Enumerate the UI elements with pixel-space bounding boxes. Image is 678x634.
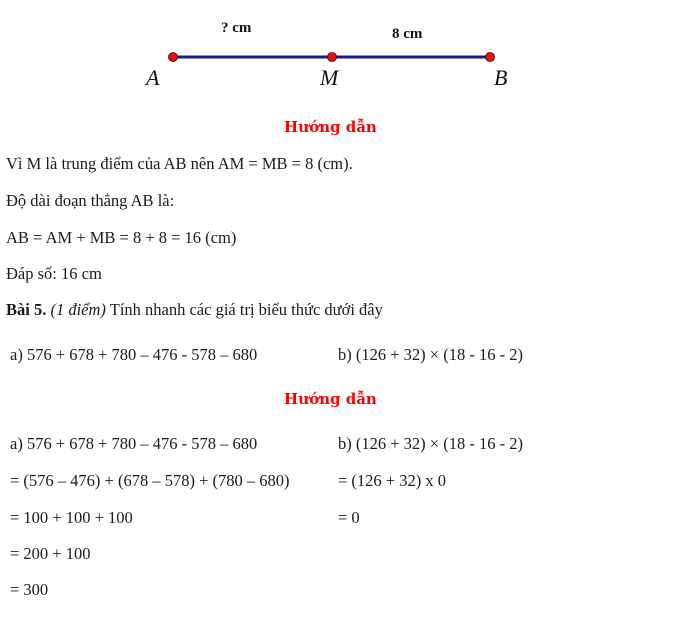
solution5-b-result: = 0 [338, 508, 360, 527]
problem5-points: (1 điểm) [50, 300, 106, 319]
problem5-part-b: b) (126 + 32) × (18 - 16 - 2) [338, 345, 523, 364]
solution5-a-result: = 300 [10, 580, 49, 599]
solution4-line-3: AB = AM + MB = 8 + 8 = 16 (cm) [6, 228, 237, 247]
point-a-dot-icon [169, 53, 178, 62]
problem5-part-a: a) 576 + 678 + 780 – 476 - 578 – 680 [10, 345, 258, 364]
problem5-label: Bài 5. [6, 300, 47, 319]
solution4-heading: Hướng dẫn [284, 118, 377, 136]
solution5-heading: Hướng dẫn [284, 390, 377, 408]
segment-diagram [0, 0, 678, 100]
point-m-dot-icon [328, 53, 337, 62]
point-b-label: B [494, 65, 508, 90]
problem5-prompt: Tính nhanh các giá trị biểu thức dưới đây [109, 300, 383, 319]
point-m-label: M [320, 65, 339, 90]
segment-am-label: ? cm [221, 20, 252, 36]
solution5-a-line-3: = 100 + 100 + 100 [10, 508, 133, 527]
solution5-a-line-4: = 200 + 100 [10, 544, 91, 563]
problem5-statement [6, 300, 383, 320]
solution5-a-line-1: a) 576 + 678 + 780 – 476 - 578 – 680 [10, 434, 258, 453]
point-a-label: A [146, 65, 160, 90]
point-b-dot-icon [486, 53, 495, 62]
segment-mb-label: 8 cm [392, 26, 423, 42]
solution4-line-2: Độ dài đoạn thẳng AB là: [6, 191, 175, 210]
segment-amb-figure [0, 0, 678, 100]
solution5-b-line-2: = (126 + 32) x 0 [338, 471, 446, 490]
solution4-line-1: Vì M là trung điểm của AB nên AM = MB = 8 (cm). [6, 154, 353, 173]
solution5-b-line-1: b) (126 + 32) × (18 - 16 - 2) [338, 434, 523, 453]
solution5-a-line-2: = (576 – 476) + (678 – 578) + (780 – 680) [10, 471, 290, 490]
solution4-answer: Đáp số: 16 cm [6, 264, 102, 283]
